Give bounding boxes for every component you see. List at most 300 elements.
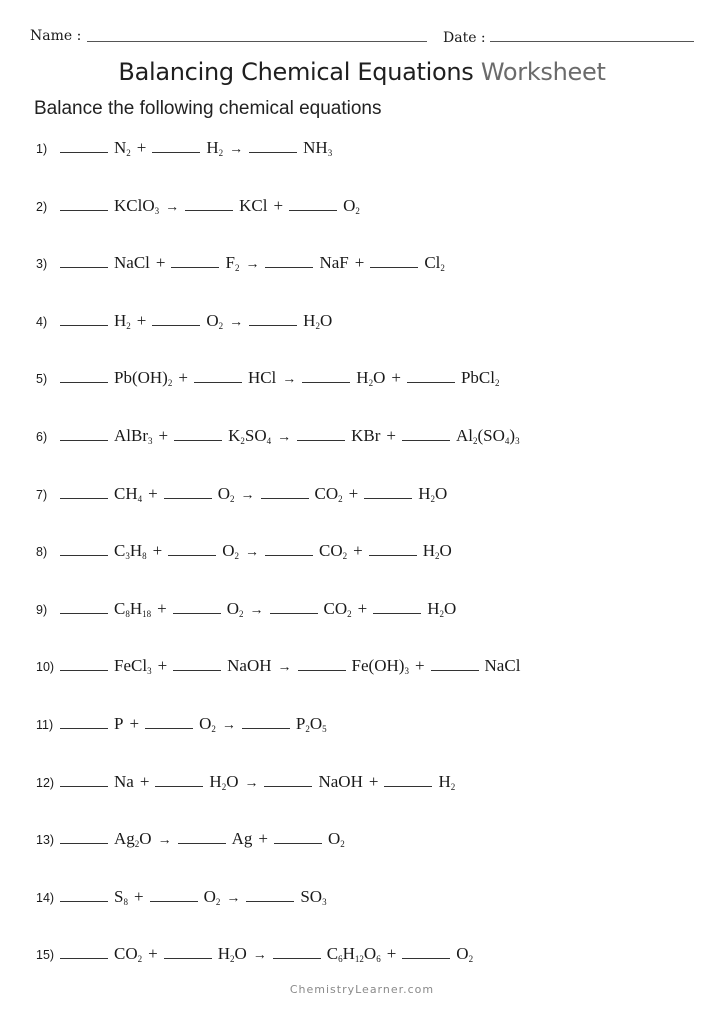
coefficient-blank[interactable] xyxy=(60,151,108,153)
chemical-formula xyxy=(225,253,239,273)
formula-text: KBr xyxy=(351,426,381,445)
coefficient-blank[interactable] xyxy=(164,957,212,959)
plus-operator: + xyxy=(258,829,268,849)
chemical-formula xyxy=(218,484,235,504)
chemical-formula xyxy=(239,196,267,216)
formula-text: H xyxy=(217,944,230,964)
chemical-formula xyxy=(114,944,142,964)
chemical-formula xyxy=(114,368,172,388)
coefficient-blank[interactable] xyxy=(145,727,193,729)
coefficient-blank[interactable] xyxy=(60,669,108,671)
worksheet-title xyxy=(0,58,724,86)
title-accent: Worksheet xyxy=(480,58,606,86)
formula-text: CH xyxy=(114,483,138,503)
chemical-formula xyxy=(114,599,151,619)
formula-text: KCl xyxy=(239,195,268,215)
plus-operator: + xyxy=(133,886,144,906)
reaction-arrow-icon: → xyxy=(277,660,292,676)
chemical-formula xyxy=(114,311,131,331)
chemical-formula xyxy=(303,311,332,331)
equation-row xyxy=(36,944,696,972)
chemical-formula xyxy=(351,426,380,446)
formula-text: H xyxy=(114,310,127,330)
formula-text: N xyxy=(114,138,127,157)
reaction-arrow-icon: → xyxy=(157,833,172,849)
chemical-formula xyxy=(199,714,216,734)
formula-subscript: 4 xyxy=(504,436,510,446)
plus-operator: + xyxy=(139,771,150,791)
formula-subscript: 2 xyxy=(468,954,474,965)
coefficient-blank[interactable] xyxy=(164,497,212,499)
equation-number: 10) xyxy=(36,660,55,675)
formula-subscript: 2 xyxy=(494,378,500,389)
coefficient-blank[interactable] xyxy=(298,669,346,671)
formula-subscript: 2 xyxy=(430,493,435,504)
chemical-formula xyxy=(423,541,452,561)
formula-text: CO xyxy=(323,598,348,618)
plus-operator: + xyxy=(158,426,169,445)
equation-number: 8) xyxy=(36,545,48,560)
formula-text: FeCl xyxy=(114,656,148,676)
coefficient-blank[interactable] xyxy=(152,151,200,153)
equation-row xyxy=(36,368,696,396)
formula-subscript: 18 xyxy=(142,608,152,619)
formula-subscript: 2 xyxy=(230,954,235,965)
plus-operator: + xyxy=(354,253,365,273)
formula-subscript: 3 xyxy=(322,896,327,907)
formula-subscript: 4 xyxy=(266,436,272,446)
reaction-arrow-icon: → xyxy=(244,775,259,791)
formula-text: O xyxy=(222,541,235,561)
equation-number: 6) xyxy=(36,430,48,444)
formula-text: H xyxy=(418,483,431,503)
chemical-formula xyxy=(114,484,142,504)
equation-number: 11) xyxy=(36,718,54,732)
chemical-formula xyxy=(114,772,134,792)
title-main: Balancing Chemical Equations xyxy=(118,58,474,86)
coefficient-blank[interactable] xyxy=(60,381,108,383)
coefficient-blank[interactable] xyxy=(402,957,450,959)
chemical-formula xyxy=(343,196,360,216)
chemical-formula xyxy=(204,887,221,907)
formula-text: H xyxy=(427,598,440,618)
date-label: Date : xyxy=(443,30,486,46)
coefficient-blank[interactable] xyxy=(369,554,417,556)
formula-text: SO xyxy=(244,426,267,445)
formula-text: O xyxy=(226,598,239,618)
formula-text: NaOH xyxy=(227,656,272,676)
plus-operator: + xyxy=(136,138,147,157)
chemical-formula xyxy=(227,599,244,619)
formula-text: O xyxy=(203,886,216,906)
equation-row xyxy=(36,829,696,857)
formula-text: H xyxy=(356,368,369,388)
formula-subscript: 2 xyxy=(340,839,345,850)
formula-text: NaCl xyxy=(114,253,150,273)
instructions-text: Balance the following chemical equations xyxy=(34,98,382,119)
chemical-formula xyxy=(318,772,362,792)
coefficient-blank[interactable] xyxy=(270,612,318,614)
chemical-formula xyxy=(114,656,152,676)
equation-row xyxy=(36,484,696,512)
coefficient-blank[interactable] xyxy=(249,324,297,326)
reaction-arrow-icon: → xyxy=(245,545,259,561)
chemical-formula xyxy=(114,714,123,734)
formula-subscript: 2 xyxy=(230,493,235,504)
formula-text: O xyxy=(327,829,341,849)
coefficient-blank[interactable] xyxy=(242,727,290,729)
plus-operator: + xyxy=(414,656,425,676)
reaction-arrow-icon: → xyxy=(229,314,244,330)
formula-subscript: 2 xyxy=(435,551,440,562)
name-write-line xyxy=(87,41,427,42)
equation-number: 1) xyxy=(36,142,48,156)
coefficient-blank[interactable] xyxy=(150,900,198,902)
coefficient-blank[interactable] xyxy=(185,209,233,211)
chemical-formula xyxy=(328,829,345,849)
coefficient-blank[interactable] xyxy=(174,439,222,441)
chemical-formula xyxy=(324,599,352,619)
chemical-formula xyxy=(209,772,238,792)
formula-text: Na xyxy=(114,771,134,791)
formula-text: Pb(OH) xyxy=(114,368,168,388)
reaction-arrow-icon: → xyxy=(249,602,264,618)
formula-text: ) xyxy=(509,426,516,445)
plus-operator: + xyxy=(273,195,284,215)
reaction-arrow-icon: → xyxy=(282,372,297,388)
formula-subscript: 3 xyxy=(125,551,130,562)
coefficient-blank[interactable] xyxy=(274,842,322,844)
formula-text: AlBr xyxy=(114,426,148,445)
coefficient-blank[interactable] xyxy=(289,209,337,211)
formula-text: O xyxy=(217,483,230,503)
formula-text: O xyxy=(309,714,323,733)
date-write-line xyxy=(490,41,694,42)
chemical-formula xyxy=(319,253,348,273)
formula-subscript: 2 xyxy=(472,436,478,446)
plus-operator: + xyxy=(155,253,166,273)
formula-subscript: 5 xyxy=(322,724,327,734)
equation-number: 7) xyxy=(36,487,48,502)
reaction-arrow-icon: → xyxy=(245,257,260,273)
equation-row xyxy=(36,311,696,339)
formula-text: O xyxy=(363,944,377,964)
coefficient-blank[interactable] xyxy=(402,439,450,441)
chemical-formula xyxy=(248,368,276,388)
coefficient-blank[interactable] xyxy=(155,785,203,787)
formula-subscript: 2 xyxy=(342,551,348,562)
formula-text: H xyxy=(129,541,143,561)
formula-text: H xyxy=(303,310,316,330)
formula-subscript: 12 xyxy=(354,954,364,965)
formula-text: O xyxy=(139,829,152,849)
plus-operator: + xyxy=(386,426,396,445)
formula-text: F xyxy=(225,253,235,273)
formula-text: O xyxy=(226,771,239,791)
equation-row xyxy=(36,196,696,224)
coefficient-blank[interactable] xyxy=(265,554,313,556)
formula-text: Ag xyxy=(231,829,253,849)
coefficient-blank[interactable] xyxy=(173,612,221,614)
formula-subscript: 2 xyxy=(439,608,444,619)
formula-subscript: 2 xyxy=(218,148,224,158)
formula-subscript: 3 xyxy=(154,205,160,216)
formula-text: C xyxy=(114,541,126,561)
reaction-arrow-icon: → xyxy=(252,948,267,964)
chemical-formula xyxy=(206,311,223,331)
formula-text: H xyxy=(206,138,219,157)
coefficient-blank[interactable] xyxy=(178,842,226,844)
coefficient-blank[interactable] xyxy=(246,900,294,902)
coefficient-blank[interactable] xyxy=(152,324,200,326)
coefficient-blank[interactable] xyxy=(60,957,108,959)
equation-number: 4) xyxy=(36,314,48,329)
coefficient-blank[interactable] xyxy=(168,554,216,556)
formula-subscript: 3 xyxy=(404,666,409,677)
coefficient-blank[interactable] xyxy=(431,669,479,671)
formula-text: NaF xyxy=(319,253,349,273)
formula-subscript: 2 xyxy=(338,493,343,504)
coefficient-blank[interactable] xyxy=(171,266,219,268)
coefficient-blank[interactable] xyxy=(60,900,108,902)
chemical-formula xyxy=(114,138,131,158)
chemical-formula xyxy=(296,714,327,734)
formula-text: (SO xyxy=(477,426,505,445)
formula-text: P xyxy=(114,714,124,733)
coefficient-blank[interactable] xyxy=(60,612,108,614)
coefficient-blank[interactable] xyxy=(370,266,418,268)
formula-text: P xyxy=(295,714,306,733)
plus-operator: + xyxy=(353,541,363,561)
chemical-formula xyxy=(222,541,239,561)
formula-text: KClO xyxy=(114,195,155,215)
coefficient-blank[interactable] xyxy=(60,727,108,729)
coefficient-blank[interactable] xyxy=(60,324,108,326)
coefficient-blank[interactable] xyxy=(297,439,345,441)
formula-text: HCl xyxy=(247,368,277,388)
site-footer: ChemistryLearner.com xyxy=(289,983,435,996)
formula-text: O xyxy=(373,368,386,388)
formula-subscript: 4 xyxy=(137,493,143,504)
chemical-formula xyxy=(456,426,520,446)
equation-row xyxy=(36,772,696,800)
formula-text: H xyxy=(129,598,143,618)
equation-number: 13) xyxy=(36,833,55,848)
formula-subscript: 2 xyxy=(234,263,240,274)
coefficient-blank[interactable] xyxy=(60,785,108,787)
formula-subscript: 2 xyxy=(126,320,131,331)
chemical-formula xyxy=(114,426,153,446)
worksheet-header xyxy=(30,28,694,48)
plus-operator: + xyxy=(157,656,168,676)
formula-text: NaCl xyxy=(484,656,521,676)
equation-number: 5) xyxy=(36,372,48,387)
plus-operator: + xyxy=(357,598,368,618)
formula-subscript: 3 xyxy=(148,436,153,446)
formula-subscript: 2 xyxy=(134,839,140,850)
formula-subscript: 6 xyxy=(376,954,381,965)
chemical-formula xyxy=(232,829,253,849)
formula-text: CO xyxy=(319,541,343,561)
equation-row xyxy=(36,138,696,166)
equation-number: 14) xyxy=(36,890,55,905)
plus-operator: + xyxy=(391,368,401,388)
formula-subscript: 2 xyxy=(239,608,244,619)
equation-row xyxy=(36,599,696,627)
formula-subscript: 8 xyxy=(125,608,130,619)
formula-subscript: 2 xyxy=(218,320,224,331)
coefficient-blank[interactable] xyxy=(373,612,421,614)
formula-subscript: 2 xyxy=(211,724,216,734)
formula-subscript: 2 xyxy=(126,148,131,158)
chemical-formula xyxy=(114,887,128,907)
coefficient-blank[interactable] xyxy=(60,842,108,844)
formula-subscript: 2 xyxy=(368,378,374,389)
chemical-formula xyxy=(303,138,332,158)
chemical-formula xyxy=(418,484,447,504)
chemical-formula xyxy=(114,829,152,849)
formula-subscript: 2 xyxy=(221,781,227,792)
formula-text: H xyxy=(438,771,451,791)
coefficient-blank[interactable] xyxy=(194,381,242,383)
plus-operator: + xyxy=(152,541,163,561)
plus-operator: + xyxy=(178,368,188,388)
equation-row xyxy=(36,714,696,742)
plus-operator: + xyxy=(157,598,167,618)
coefficient-blank[interactable] xyxy=(264,785,312,787)
equation-number: 15) xyxy=(36,948,55,963)
formula-subscript: 2 xyxy=(355,205,360,216)
formula-text: H xyxy=(422,541,435,561)
reaction-arrow-icon: → xyxy=(240,487,255,503)
chemical-formula xyxy=(327,944,381,964)
reaction-arrow-icon: → xyxy=(165,199,180,215)
reaction-arrow-icon: → xyxy=(221,718,236,733)
formula-text: Al xyxy=(455,426,473,445)
formula-text: H xyxy=(209,771,222,791)
coefficient-blank[interactable] xyxy=(60,497,108,499)
equation-number: 3) xyxy=(36,257,48,272)
coefficient-blank[interactable] xyxy=(302,381,350,383)
plus-operator: + xyxy=(368,771,379,791)
formula-subscript: 6 xyxy=(338,954,343,965)
formula-text: O xyxy=(343,195,356,215)
equation-number: 12) xyxy=(36,775,55,790)
formula-text: K xyxy=(228,426,241,445)
chemical-formula xyxy=(300,887,326,907)
equation-row xyxy=(36,541,696,569)
chemical-formula xyxy=(114,541,147,561)
formula-text: Cl xyxy=(424,253,441,273)
formula-text: CO xyxy=(314,483,339,503)
coefficient-blank[interactable] xyxy=(384,785,432,787)
reaction-arrow-icon: → xyxy=(229,142,244,157)
formula-text: O xyxy=(456,944,469,964)
plus-operator: + xyxy=(136,310,147,330)
chemical-formula xyxy=(227,656,271,676)
formula-text: CO xyxy=(114,944,138,964)
chemical-formula xyxy=(228,426,271,446)
coefficient-blank[interactable] xyxy=(273,957,321,959)
coefficient-blank[interactable] xyxy=(249,151,297,153)
chemical-formula xyxy=(206,138,223,158)
formula-text: NH xyxy=(303,138,328,157)
formula-subscript: 2 xyxy=(240,436,245,446)
equation-row xyxy=(36,656,696,684)
formula-text: H xyxy=(342,944,355,964)
coefficient-blank[interactable] xyxy=(265,266,313,268)
chemical-formula xyxy=(114,253,150,273)
formula-text: C xyxy=(114,598,126,618)
coefficient-blank[interactable] xyxy=(407,381,455,383)
formula-text: S xyxy=(114,886,124,906)
coefficient-blank[interactable] xyxy=(60,266,108,268)
equation-number: 2) xyxy=(36,199,48,214)
formula-text: O xyxy=(435,483,448,503)
formula-text: SO xyxy=(300,886,323,906)
chemical-formula xyxy=(461,368,500,388)
formula-subscript: 2 xyxy=(315,320,320,331)
coefficient-blank[interactable] xyxy=(60,554,108,556)
formula-text: O xyxy=(444,598,457,618)
coefficient-blank[interactable] xyxy=(173,669,221,671)
equation-row xyxy=(36,887,696,915)
chemical-formula xyxy=(485,656,521,676)
formula-subscript: 2 xyxy=(305,724,310,734)
formula-subscript: 8 xyxy=(142,551,147,562)
formula-subscript: 8 xyxy=(123,896,128,907)
coefficient-blank[interactable] xyxy=(60,209,108,211)
chemical-formula xyxy=(427,599,456,619)
formula-text: C xyxy=(326,944,339,964)
formula-subscript: 2 xyxy=(347,608,352,619)
plus-operator: + xyxy=(348,483,359,503)
equation-row xyxy=(36,426,696,454)
chemical-formula xyxy=(319,541,347,561)
formula-subscript: 2 xyxy=(215,896,221,907)
name-label: Name : xyxy=(30,28,82,44)
reaction-arrow-icon: → xyxy=(277,430,292,445)
formula-subscript: 3 xyxy=(327,148,333,158)
coefficient-blank[interactable] xyxy=(261,497,309,499)
chemical-formula xyxy=(352,656,409,676)
formula-text: Fe(OH) xyxy=(351,656,405,676)
formula-subscript: 2 xyxy=(234,551,239,562)
chemical-formula xyxy=(356,368,385,388)
coefficient-blank[interactable] xyxy=(364,497,412,499)
chemical-formula xyxy=(114,196,159,216)
formula-text: O xyxy=(319,310,333,330)
reaction-arrow-icon: → xyxy=(226,890,241,906)
formula-text: PbCl xyxy=(460,368,495,388)
formula-subscript: 3 xyxy=(147,666,152,677)
formula-text: Ag xyxy=(114,829,135,849)
coefficient-blank[interactable] xyxy=(60,439,108,441)
formula-text: O xyxy=(439,541,452,561)
formula-text: O xyxy=(234,944,247,964)
chemical-formula xyxy=(218,944,247,964)
chemical-formula xyxy=(315,484,343,504)
equation-row xyxy=(36,253,696,281)
formula-subscript: 2 xyxy=(440,263,445,274)
formula-subscript: 3 xyxy=(515,436,520,446)
formula-subscript: 2 xyxy=(167,378,173,389)
plus-operator: + xyxy=(386,944,397,964)
formula-text: O xyxy=(206,310,219,330)
equation-number: 9) xyxy=(36,602,48,617)
plus-operator: + xyxy=(148,944,158,964)
plus-operator: + xyxy=(129,714,140,733)
